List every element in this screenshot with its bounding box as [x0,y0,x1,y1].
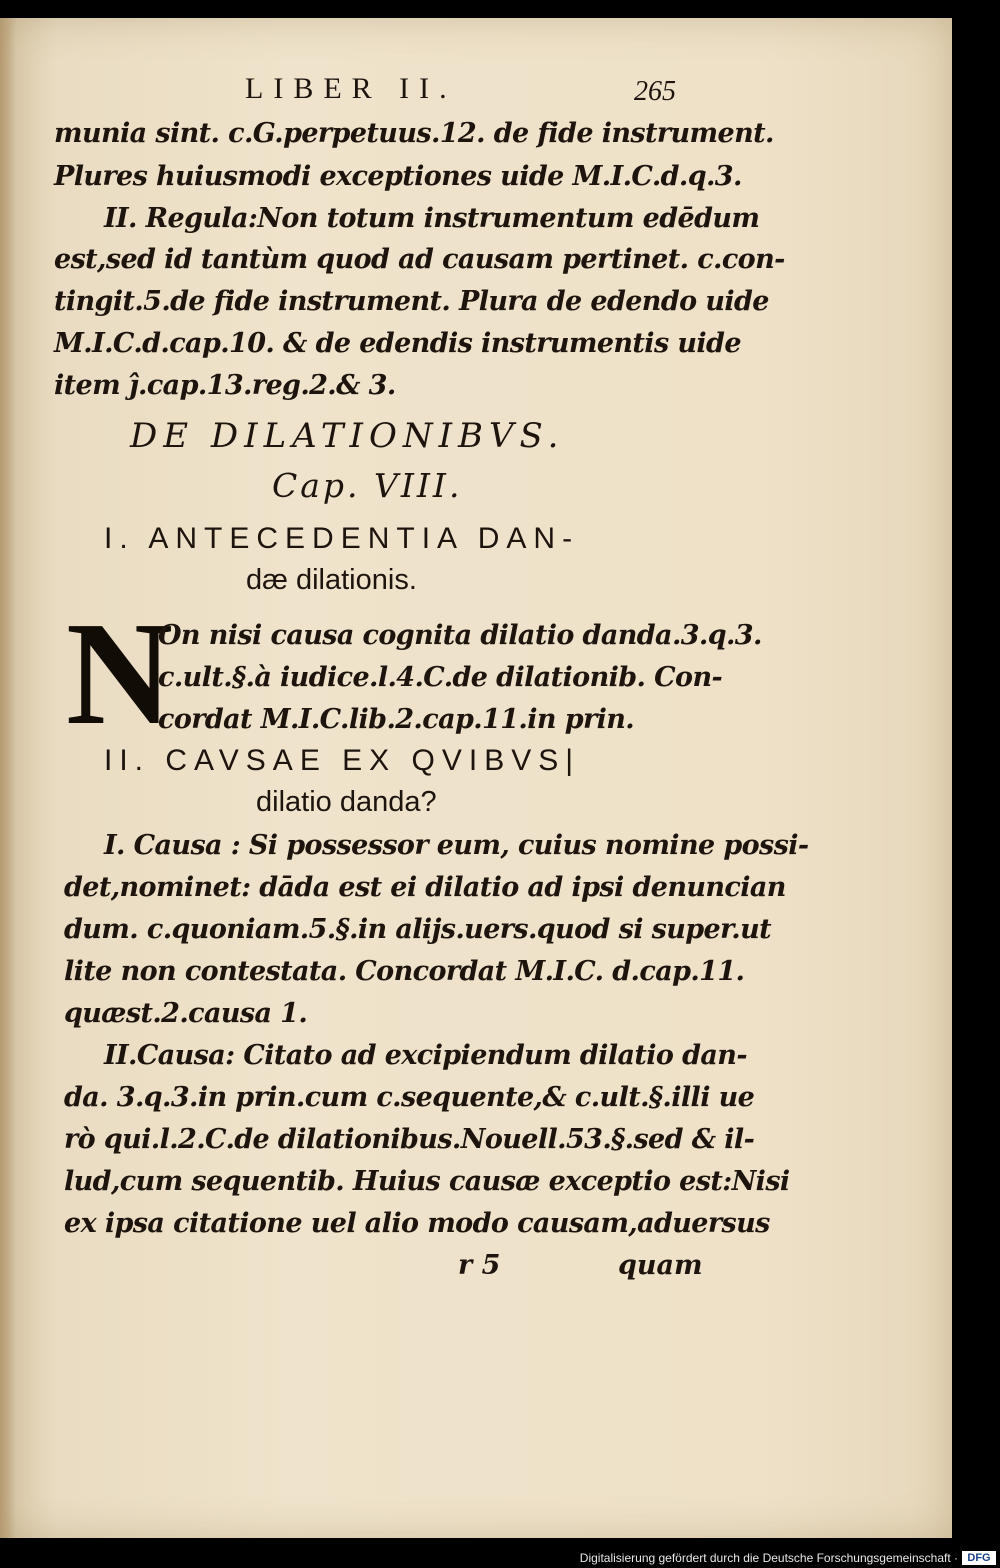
text-line: item ĵ.cap.13.reg.2.& 3. [54,370,396,401]
text-line: I. Causa : Si possessor eum, cuius nomine possi- [104,830,809,861]
text-line: II.Causa: Citato ad excipiendum dilatio dan- [104,1040,747,1071]
signature-mark: r 5 [458,1250,501,1281]
chapter-title: DE DILATIONIBVS. [130,416,565,456]
section-subheading: dilatio danda? [256,786,437,818]
text-line: M.I.C.d.cap.10. & de edendis instrumentis uide [54,328,741,359]
text-line: tingit.5.de fide instrument. Plura de edendo uide [54,286,769,317]
text-line: quæst.2.causa 1. [64,998,308,1029]
text-line: da. 3.q.3.in prin.cum c.sequente,& c.ult.§.illi ue [64,1082,755,1113]
drop-cap-initial: N [66,592,173,756]
text-line: c.ult.§.à iudice.l.4.C.de dilationib. Con- [158,662,723,693]
text-line: ex ipsa citatione uel alio modo causam,aduersus [64,1208,770,1239]
dfg-logo: DFG [962,1551,996,1565]
text-line: Plures huiusmodi exceptiones uide M.I.C.d.q.3. [54,161,742,192]
running-header-title: LIBER II. [245,72,457,105]
text-line: lud,cum sequentib. Huius causæ exceptio est:Nisi [64,1166,790,1197]
text-line: munia sint. c.G.perpetuus.12. de fide instrument. [54,118,774,149]
text-line: cordat M.I.C.lib.2.cap.11.in prin. [158,704,635,735]
digitization-credit: Digitalisierung gefördert durch die Deutsche Forschungsgemeinschaft · [579,1551,958,1565]
section-heading: I. ANTECEDENTIA DAN- [104,522,580,555]
chapter-number: Cap. VIII. [272,466,463,505]
text-line: rò qui.l.2.C.de dilationibus.Nouell.53.§.sed & il- [64,1124,755,1155]
text-line: det,nominet: dāda est ei dilatio ad ipsi denuncian [64,872,786,903]
text-line: lite non contestata. Concordat M.I.C. d.cap.11. [64,956,745,987]
page-number: 265 [634,76,676,107]
section-subheading: dæ dilationis. [246,564,417,596]
text-line: dum. c.quoniam.5.§.in alijs.uers.quod si super.ut [64,914,771,945]
section-heading: II. CAVSAE EX QVIBVS| [104,744,581,777]
text-line: est,sed id tantùm quod ad causam pertinet. c.con- [54,244,785,275]
text-line: II. Regula:Non totum instrumentum edēdum [104,203,760,234]
catchword: quam [618,1250,703,1281]
text-line: On nisi causa cognita dilatio danda.3.q.3. [158,620,762,651]
